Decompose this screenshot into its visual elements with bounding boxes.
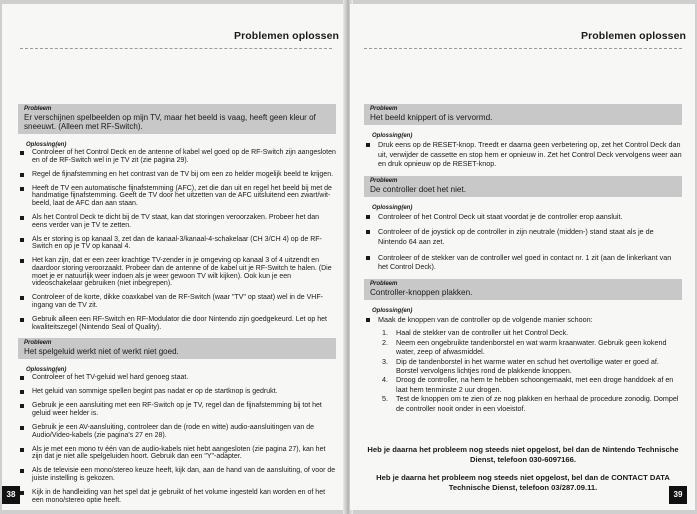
- step-item: [364, 394, 682, 413]
- problem-label: Probleem: [370, 177, 398, 184]
- solution-label: Oplossing(en): [372, 307, 413, 314]
- solution-item: Regel de fijnafstemming en het contrast van de TV bij om een zo helder mogelijk beeld te krijgen.: [18, 171, 336, 179]
- solution-list: [364, 140, 682, 169]
- solution-label: Oplossing(en): [372, 133, 413, 139]
- left-page: [2, 4, 346, 510]
- solution-item: Controleer of de korte, dikke coaxkabel van de RF-Switch (waar "TV" op staat) wel in de VHF-ingang van de TV zit.: [18, 294, 336, 309]
- problem-text: Controller-knoppen plakken.: [370, 287, 473, 297]
- problem-box: [364, 104, 682, 125]
- contact-nintendo: Heb je daarna het probleem nog steeds niet opgelost, bel dan de Nintendo Technische Dienst, telefoon 030-6097166.: [367, 445, 679, 464]
- step-item: [364, 328, 682, 337]
- right-page: [350, 4, 695, 510]
- solution-item: Controleer of de stekker van de controller wel goed in contact nr. 1 zit (aan de linkerkant van het Control Deck).: [364, 253, 682, 272]
- step-number: 5.: [382, 394, 388, 404]
- problem-box: [364, 279, 682, 300]
- left-content: [18, 104, 336, 510]
- step-number: 2.: [382, 337, 388, 347]
- solution-item: Maak de knoppen van de controller op de volgende manier schoon:: [364, 315, 682, 325]
- solution-item: Als je met een mono tv één van de audio-kabels niet hebt aangesloten (zie pagina 27), kan het zijn dat je niet alle spelgeluiden hoort. Gebruik dan een "Y"-adapter.: [18, 446, 336, 461]
- problem-box: [364, 176, 682, 197]
- step-number: 3.: [382, 356, 388, 366]
- solution-item: Het geluid van sommige spellen begint pas nadat er op de startknop is gedrukt.: [18, 388, 336, 396]
- step-item: [364, 338, 682, 357]
- solution-item: Gebruik je een aansluiting met een RF-Switch op je TV, regel dan de fijnafstemming bij tot het geluid weer helder is.: [18, 402, 336, 417]
- solution-label: Oplossing(en): [26, 367, 67, 374]
- problem-text: Het beeld knippert of is vervormd.: [370, 113, 493, 122]
- solution-label: Oplossing(en): [372, 204, 413, 211]
- step-text: Haal de stekker van de controller uit het Control Deck.: [396, 328, 569, 338]
- step-text: Droog de controller, na hem te hebben schoongemaakt, met een droge handdoek af en laat hem tenminste 2 uur drogen.: [396, 375, 674, 394]
- solution-list: [18, 149, 336, 331]
- step-item: [364, 357, 682, 376]
- solution-item: Controleer of het Control Deck uit staat voordat je de controller erop aansluit.: [364, 212, 682, 222]
- problem-label: Probleem: [370, 106, 398, 112]
- step-text: Neem een ongebruikte tandenborstel en wat warm kraanwater. Gebruik geen kokend water, zeep of afwasmiddel.: [396, 337, 667, 357]
- problem-text: De controller doet het niet.: [370, 184, 467, 194]
- page-number: 38: [2, 486, 20, 504]
- solution-item: Het kan zijn, dat er een zeer krachtige TV-zender in je omgeving op kanaal 3 of 4 uitzendt en daardoor storing veroorzaakt. Probeer dan de antenne of de kabel uit je RF-Switch te halen. (Die moet je er natuurlijk weer indoen als je weer gewoon TV wilt kijken). Ook kun je een videoschakelaar gebruiken (niet inbegrepen).: [18, 257, 336, 287]
- step-number: 4.: [382, 375, 388, 385]
- solution-item: Gebruik je een AV-aansluiting, controleer dan de (rode en witte) audio-aansluitingen van de Audio/Video-kabels (zie pagina's 27 en 28).: [18, 424, 336, 439]
- problem-label: Probleem: [24, 340, 52, 347]
- problem-box: [18, 104, 336, 134]
- step-number: 1.: [382, 328, 388, 338]
- page-header-title: Problemen oplossen: [581, 30, 687, 42]
- solution-item: Druk eens op de RESET-knop. Treedt er daarna geen verbetering op, zet het Control Deck dan uit, verwijder de cassette en stop hem er opnieuw in. Zet het Control Deck vervolgens weer aan en druk opnieuw op de RESET-knop.: [364, 140, 682, 169]
- solution-item: Controleer of de joystick op de controller in zijn neutrale (midden-) stand staat als je de Nintendo 64 aan zet.: [364, 227, 682, 246]
- solution-item: Als de televisie een mono/stereo keuze heeft, kijk dan, aan de hand van de aansluiting, of voor de juiste instelling is gekozen.: [18, 467, 336, 482]
- solution-item: Heeft de TV een automatische fijnafstemming (AFC), zet die dan uit en regel het beeld bij met de handmatige fijnafstemming. Geeft de TV door het uitzetten van de AFC uitsluitend een zwart/wit-beeld, laat de AFC dan aan staan.: [18, 185, 336, 208]
- problem-label: Probleem: [370, 280, 398, 287]
- right-content: [364, 104, 682, 413]
- solution-item: Controleer of het Control Deck en de antenne of kabel wel goed op de RF-Switch zijn aangesloten en of de RF-Switch wel in je TV zit (zie pagina 29).: [18, 149, 336, 164]
- header-rule: [20, 48, 332, 49]
- solution-item: Als het Control Deck te dicht bij de TV staat, kan dat storingen veroorzaken. Probeer het dan eens verder van je TV te zetten.: [18, 214, 336, 229]
- solution-item: Controleer of het TV-geluid wel hard genoeg staat.: [18, 374, 336, 382]
- solution-list: [364, 212, 682, 272]
- step-text: Test de knoppen om te zien of ze nog plakken en herhaal de procedure zonodig. Dompel de controller nooit onder in een vloeistof.: [396, 394, 679, 413]
- problem-box: [18, 338, 336, 359]
- solution-list: [18, 374, 336, 504]
- solution-list: [364, 315, 682, 325]
- solution-label: Oplossing(en): [26, 142, 67, 148]
- problem-text: Het spelgeluid werkt niet of werkt niet goed.: [24, 347, 179, 357]
- header-rule: [364, 48, 682, 49]
- problem-label: Probleem: [24, 106, 52, 112]
- step-item: [364, 375, 682, 394]
- contact-contact-data: Heb je daarna het probleem nog steeds niet opgelost, bel dan de CONTACT DATA Technische Dienst, telefoon 03/287.09.11.: [376, 473, 670, 492]
- problem-text: Er verschijnen spelbeelden op mijn TV, maar het beeld is vaag, heeft geen kleur of sneeuwt. (Alleen met RF-Switch).: [24, 113, 316, 131]
- solution-item: Gebruik alleen een RF-Switch en RF-Modulator die door Nintendo zijn goedgekeurd. Let op het kwaliteitszegel (Nintendo Seal of Quality).: [18, 316, 336, 331]
- step-text: Dip de tandenborstel in het warme water en schud het overtollige water er goed af. Borstel vervolgens lichtjes rond de plakkende knoppen.: [396, 356, 659, 375]
- solution-item: Als er storing is op kanaal 3, zet dan de kanaal-3/kanaal-4-schakelaar (CH 3/CH 4) op de RF-Switch en op je TV op kanaal 4.: [18, 236, 336, 251]
- page-header-title: Problemen oplossen: [234, 30, 340, 42]
- solution-item: Kijk in de handleiding van het spel dat je gebruikt of het volume ingesteld kan worden en of het een mono/stereo optie heeft.: [18, 489, 336, 504]
- page-number: 39: [669, 486, 687, 504]
- cleaning-steps: [364, 328, 682, 413]
